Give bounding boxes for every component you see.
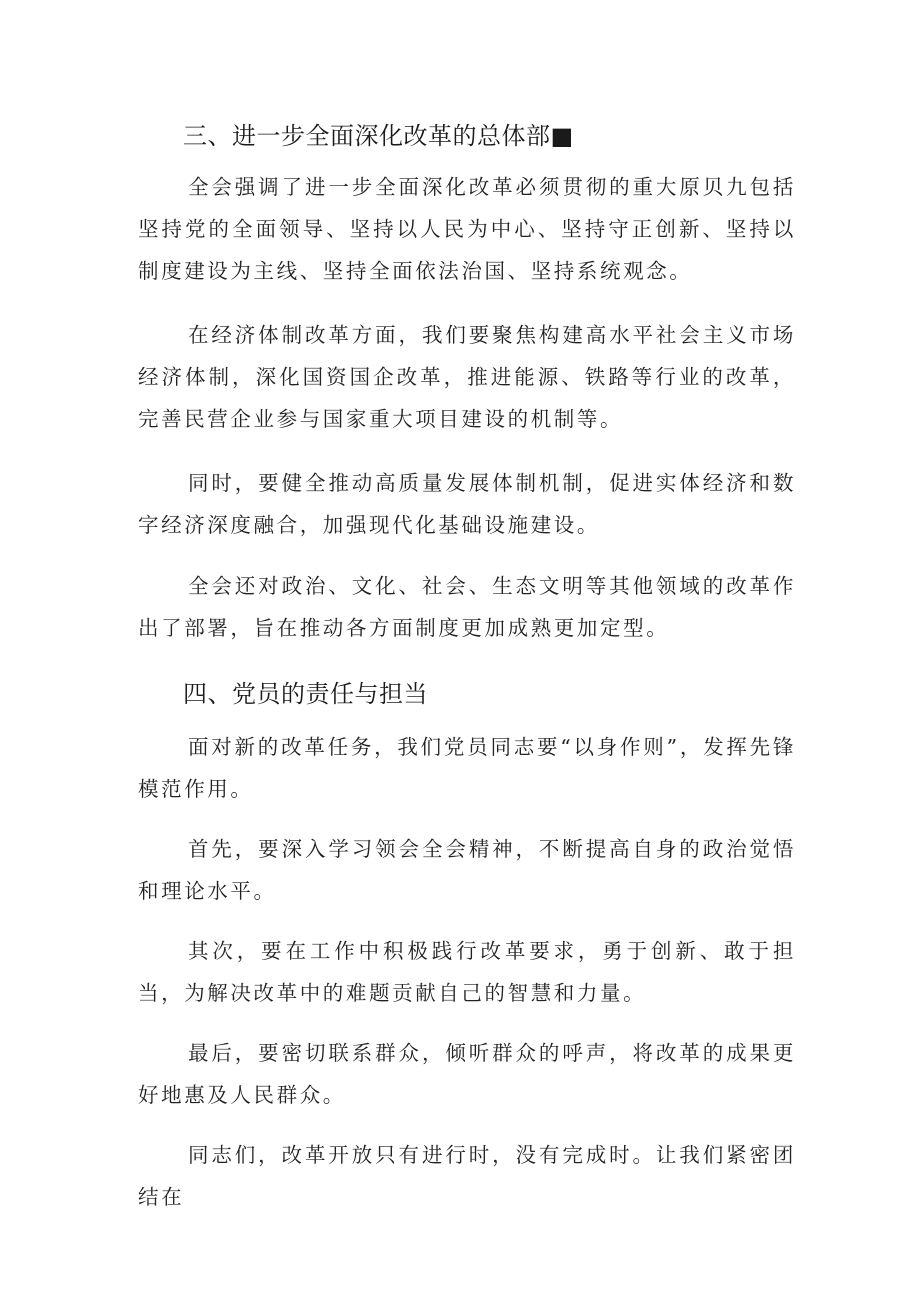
paragraph-second: 其次，要在工作中积极践行改革要求，勇于创新、敢于担当，为解决改革中的难题贡献自己的智慧和力量。 <box>138 939 796 1005</box>
section-heading-4: 四、党员的责任与担当 <box>183 680 428 708</box>
paragraph-principles: 全会强调了进一步全面深化改革必须贯彻的重大原贝九包括坚持党的全面领导、坚持以人民为中心、坚持守正创新、坚持以制度建设为主线、坚持全面依法治国、坚持系统观念。 <box>138 175 796 283</box>
paragraph-lead-by-example: 面对新的改革任务，我们党员同志要“以身作则”，发挥先锋模范作用。 <box>138 735 796 801</box>
section-heading-3: 三、进一步全面深化改革的总体部■ <box>183 122 574 150</box>
paragraph-other-fields: 全会还对政治、文化、社会、生态文明等其他领域的改革作出了部署，旨在推动各方面制度更加成熟更加定型。 <box>138 574 796 640</box>
paragraph-first: 首先，要深入学习领会全会精神，不断提高自身的政治觉悟和理论水平。 <box>138 837 796 903</box>
paragraph-high-quality-development: 同时，要健全推动高质量发展体制机制，促进实体经济和数字经济深度融合，加强现代化基础设施建设。 <box>138 471 796 537</box>
paragraph-last: 最后，要密切联系群众，倾听群众的呼声，将改革的成果更好地惠及人民群众。 <box>138 1041 796 1107</box>
paragraph-economic-reform: 在经济体制改革方面，我们要聚焦构建高水平社会主义市场经济体制，深化国资国企改革，推进能源、铁路等行业的改革，完善民营企业参与国家重大项目建设的机制等。 <box>138 323 796 431</box>
paragraph-closing: 同志们，改革开放只有进行时，没有完成时。让我们紧密团结在 <box>138 1143 796 1209</box>
